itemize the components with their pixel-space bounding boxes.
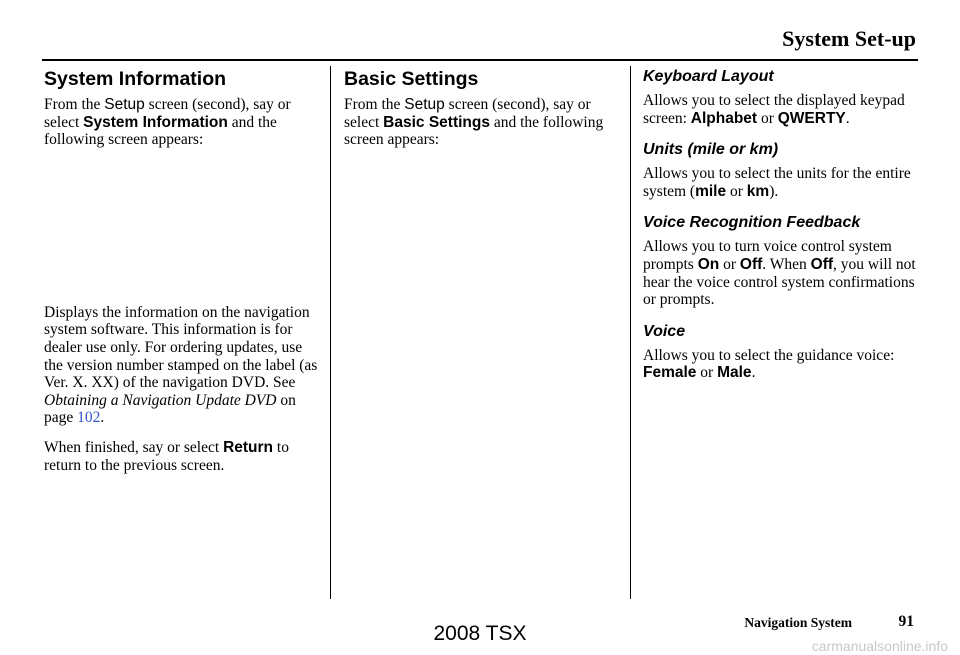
units-section: [643, 139, 923, 200]
voice-description: Allows you to select the guidance voice: Female or Male.: [643, 346, 895, 382]
section-heading-basic-settings: Basic Settings: [344, 68, 479, 90]
female-option: Female: [643, 364, 697, 382]
column-divider-1: [330, 66, 331, 599]
voice-recognition-feedback-heading: Voice Recognition Feedback: [643, 214, 861, 232]
off-option: Off: [739, 255, 763, 273]
reference-title: Obtaining a Navigation Update DVD: [44, 391, 277, 409]
footer-label: Navigation System: [744, 615, 852, 630]
basic-settings-term: Basic Settings: [383, 113, 490, 131]
km-option: km: [746, 182, 770, 200]
column-system-information: [44, 66, 322, 474]
off-term: Off: [810, 255, 834, 273]
system-information-description: Displays the information on the navigation system software. This information is for dealer use only. For ordering updates, use the version number stamped on the label (as Ver. X. XX) of the navigation DVD. See Obtaining a Navigation Update DVD on page 102.: [44, 303, 318, 427]
keyboard-layout-section: [643, 66, 923, 127]
section-heading-system-information: System Information: [44, 68, 227, 90]
keyboard-layout-description: Allows you to select the displayed keypad screen: Alphabet or QWERTY.: [643, 92, 905, 127]
model-watermark: 2008 TSX: [433, 622, 527, 645]
return-term: Return: [223, 438, 274, 456]
voice-section: [643, 321, 923, 382]
alphabet-option: Alphabet: [690, 109, 758, 127]
voice-recognition-feedback-section: [643, 212, 923, 308]
system-information-term: System Information: [83, 113, 228, 131]
column-settings-options: [643, 66, 923, 394]
setup-term: Setup: [404, 96, 445, 113]
page-link[interactable]: 102: [77, 409, 101, 427]
on-option: On: [697, 255, 720, 273]
page-number: 91: [898, 613, 914, 630]
header-rule: [42, 59, 918, 61]
units-heading: Units (mile or km): [643, 141, 779, 159]
page-header-title: System Set-up: [782, 26, 916, 51]
system-information-intro: From the Setup screen (second), say or select System Information and the following screen appears:: [44, 96, 291, 149]
column-basic-settings: [344, 66, 622, 149]
finish-instructions: When finished, say or select Return to return to the previous screen.: [44, 438, 289, 474]
voice-recognition-feedback-description: Allows you to turn voice control system prompts On or Off. When Off, you will not hear the voice control system confirmations or prompts.: [643, 238, 916, 309]
screenshot-placeholder: [44, 149, 322, 304]
units-description: Allows you to select the units for the entire system (mile or km).: [643, 165, 911, 200]
basic-settings-intro: From the Setup screen (second), say or select Basic Settings and the following screen appears:: [344, 96, 604, 149]
keyboard-layout-heading: Keyboard Layout: [643, 68, 774, 85]
mile-option: mile: [695, 182, 727, 200]
qwerty-option: QWERTY: [777, 109, 846, 127]
voice-heading: Voice: [643, 322, 686, 340]
male-option: Male: [717, 364, 752, 382]
setup-term: Setup: [104, 96, 145, 113]
column-divider-2: [630, 66, 631, 599]
site-watermark: carmanualsonline.info: [811, 638, 948, 654]
